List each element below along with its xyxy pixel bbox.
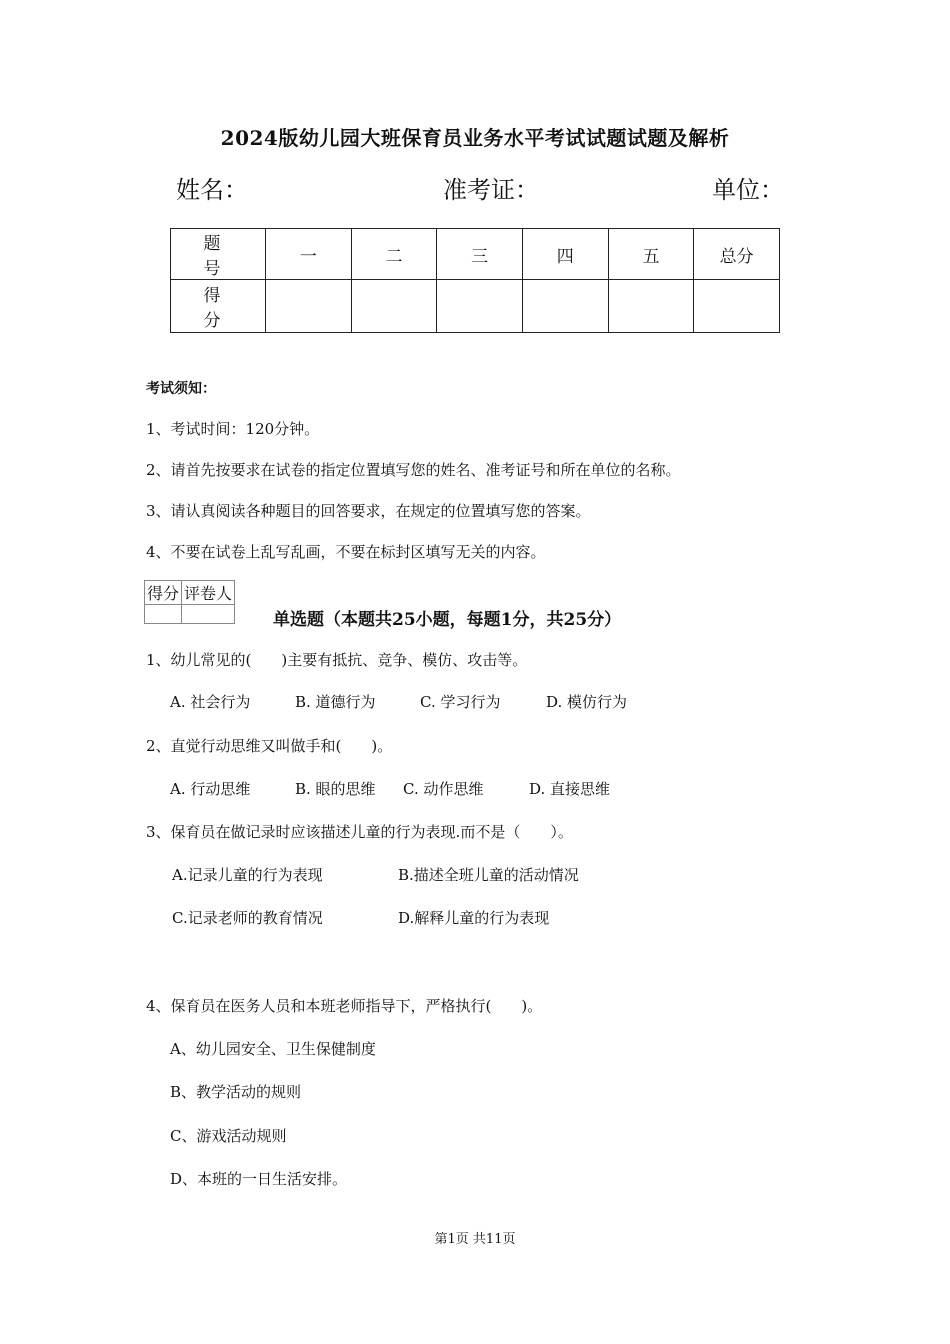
notice-item: 4、不要在试卷上乱写乱画，不要在标封区填写无关的内容。: [146, 543, 546, 561]
page-footer: 第1页 共11页: [434, 1232, 516, 1247]
option[interactable]: A. 行动思维: [170, 780, 251, 798]
notice-heading: 考试须知：: [146, 381, 216, 397]
column-header: 总分: [694, 229, 780, 280]
score-cell[interactable]: [522, 280, 608, 333]
document-title: 2024版幼儿园大班保育员业务水平考试试题试题及解析: [220, 126, 730, 150]
option[interactable]: B. 道德行为: [295, 693, 376, 711]
option[interactable]: B.描述全班儿童的活动情况: [398, 866, 579, 884]
grader-reviewer-label: 评卷人: [182, 581, 235, 605]
question-stem: 3、保育员在做记录时应该描述儿童的行为表现.而不是（ ）。: [146, 823, 573, 841]
score-table: [170, 228, 780, 333]
column-header: 四: [522, 229, 608, 280]
score-table-header-row: [171, 229, 780, 280]
option[interactable]: D.解释儿童的行为表现: [398, 909, 550, 927]
column-header: 三: [437, 229, 523, 280]
grader-reviewer-cell[interactable]: [182, 605, 235, 624]
question-stem: 2、直觉行动思维又叫做手和( )。: [146, 737, 393, 755]
notice-item: 2、请首先按要求在试卷的指定位置填写您的姓名、准考证号和所在单位的名称。: [146, 461, 681, 479]
column-header: 二: [351, 229, 437, 280]
section-title: 单选题（本题共25小题，每题1分，共25分）: [273, 610, 622, 630]
option[interactable]: D. 直接思维: [529, 780, 611, 798]
notice-item: 3、请认真阅读各种题目的回答要求，在规定的位置填写您的答案。: [146, 502, 591, 520]
option[interactable]: A.记录儿童的行为表现: [172, 866, 323, 884]
grader-score-label: 得分: [145, 581, 182, 605]
option[interactable]: C.记录老师的教育情况: [172, 909, 323, 927]
option[interactable]: D、本班的一日生活安排。: [170, 1170, 348, 1188]
score-cell[interactable]: [437, 280, 523, 333]
option[interactable]: A. 社会行为: [170, 693, 251, 711]
option[interactable]: B、教学活动的规则: [170, 1083, 302, 1101]
exam-id-field-label: 准考证：: [443, 176, 539, 204]
column-header: 五: [608, 229, 694, 280]
unit-field-label: 单位：: [712, 176, 784, 204]
name-field-label: 姓名：: [176, 176, 248, 204]
option[interactable]: D. 模仿行为: [546, 693, 628, 711]
score-cell[interactable]: [351, 280, 437, 333]
option[interactable]: C. 学习行为: [420, 693, 501, 711]
notice-item: 1、考试时间：120分钟。: [146, 420, 320, 438]
grader-box: [144, 580, 235, 624]
row-label-score: 得 分: [171, 280, 266, 333]
score-cell[interactable]: [266, 280, 352, 333]
question-stem: 1、幼儿常见的( )主要有抵抗、竞争、模仿、攻击等。: [146, 651, 528, 669]
option[interactable]: A、幼儿园安全、卫生保健制度: [170, 1040, 376, 1058]
option[interactable]: C. 动作思维: [403, 780, 484, 798]
grader-score-cell[interactable]: [145, 605, 182, 624]
score-cell[interactable]: [694, 280, 780, 333]
column-header: 一: [266, 229, 352, 280]
score-table-score-row: [171, 280, 780, 333]
row-label-question-number: 题 号: [171, 229, 266, 280]
option[interactable]: B. 眼的思维: [295, 780, 376, 798]
question-stem: 4、保育员在医务人员和本班老师指导下，严格执行( )。: [146, 997, 543, 1015]
score-cell[interactable]: [608, 280, 694, 333]
option[interactable]: C、游戏活动规则: [170, 1127, 287, 1145]
